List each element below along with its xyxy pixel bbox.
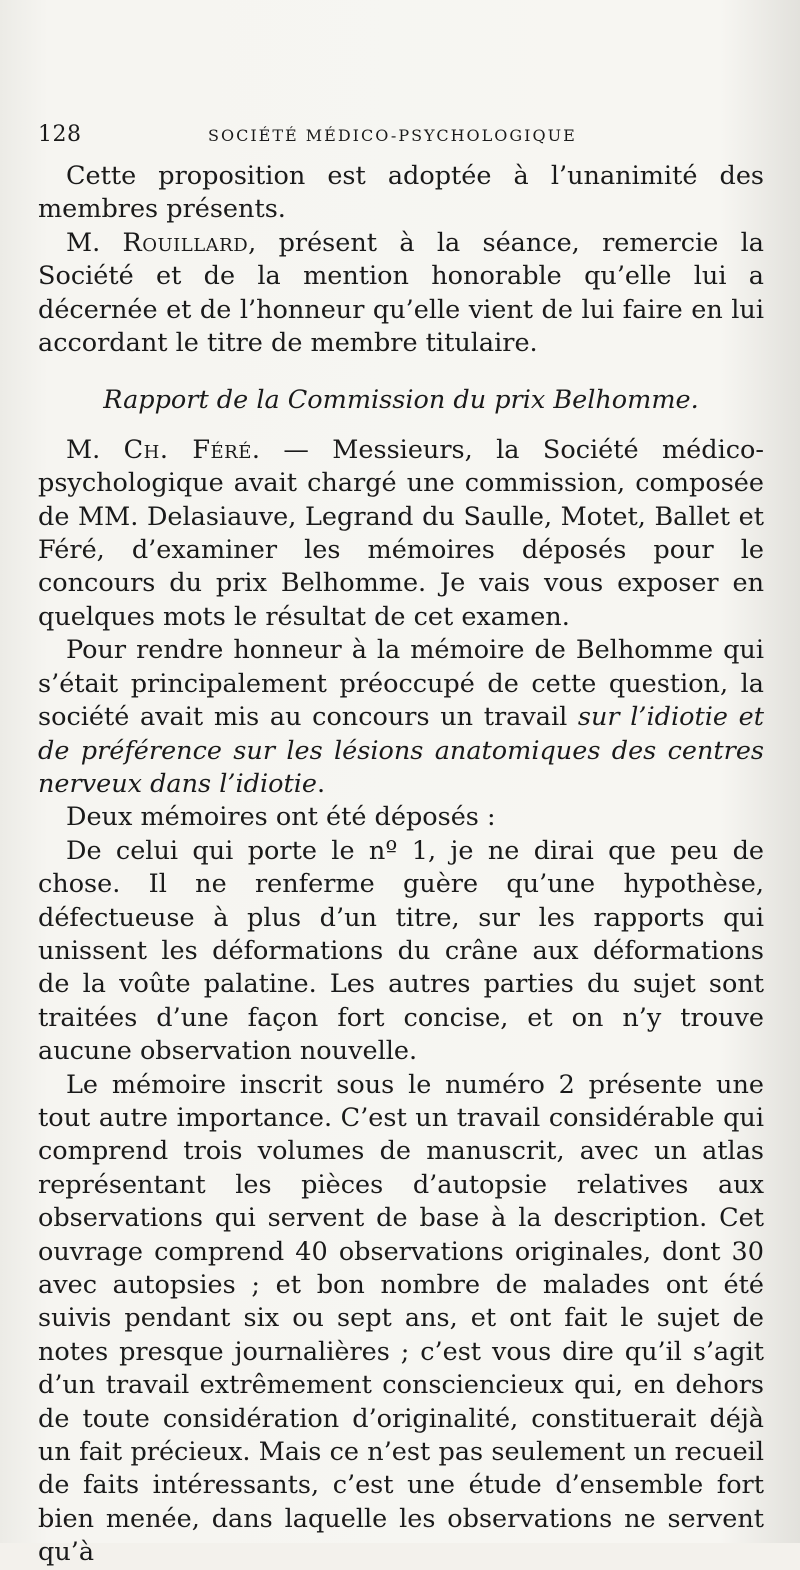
paragraph-memoire-1: De celui qui porte le nº 1, je ne dirai que peu de chose. Il ne renferme guère qu’une hypothèse, défectueuse à plus d’un titre, sur les rapports qui unissent les déformations du crâne aux déformations de la voûte palatine. Les autres parties du sujet sont traitées d’une façon fort concise, et on n’y trouve aucune observation nouvelle. xyxy=(38,835,764,1067)
paragraph-fere xyxy=(38,434,764,634)
paragraph-text: . — Messieurs, la Société médico-psychologique avait chargé une commission, composée de MM. Delasiauve, Legrand du Saulle, Motet, Ballet et Féré, d’examiner les mémoires déposés pour le concours du prix Belhomme. Je vais vous exposer en quelques mots le résultat de cet examen. xyxy=(38,434,764,632)
italic-topic: sur l’idiotie et de préférence sur les lésions anatomiques des centres nerveux dans l’idiotie xyxy=(38,702,764,799)
paragraph-adoption: Cette proposition est adoptée à l’unanimité des membres présents. xyxy=(38,161,764,225)
paragraph-text: Pour rendre honneur à la mémoire de Belhomme qui s’était principalement préoccupé de cette question, la société avait mis au concours un travail xyxy=(38,635,764,733)
speaker-name: Rouillard xyxy=(122,227,249,258)
prefix: M. xyxy=(66,227,123,258)
paragraph-deux-memoires: Deux mémoires ont été déposés : xyxy=(66,802,496,833)
speaker-name: Ch. Féré xyxy=(123,434,252,465)
page-header xyxy=(38,118,758,152)
prefix: M. xyxy=(66,434,124,465)
paragraph-rouillard xyxy=(38,227,764,361)
page-number: 128 xyxy=(38,122,82,147)
section-title: Rapport de la Commission du prix Belhomme. xyxy=(103,385,699,416)
paragraph-end: . xyxy=(317,768,326,799)
page-body xyxy=(38,160,764,1570)
paragraph-belhomme xyxy=(38,634,764,801)
running-title: SOCIÉTÉ MÉDICO-PSYCHOLOGIQUE xyxy=(208,126,577,145)
paragraph-text: , présent à la séance, remercie la Société et de la mention honorable qu’elle lui a décernée et de l’honneur qu’elle vient de lui faire en lui accordant le titre de membre titulaire. xyxy=(38,227,764,359)
paragraph-memoire-2: Le mémoire inscrit sous le numéro 2 présente une tout autre importance. C’est un travail considérable qui comprend trois volumes de manuscrit, avec un atlas représentant les pièces d’autopsie relatives aux observations qui servent de base à la description. Cet ouvrage comprend 40 observations originales, dont 30 avec autopsies ; et bon nombre de malades ont été suivis pendant six ou sept ans, et ont fait le sujet de notes presque journalières ; c’est vous dire qu’il s’agit d’un travail extrêmement consciencieux qui, en dehors de toute considération d’originalité, constituerait déjà un fait précieux. Mais ce n’est pas seulement un recueil de faits intéressants, c’est une étude d’ensemble fort bien menée, dans laquelle les observations ne servent qu’à xyxy=(38,1069,764,1568)
